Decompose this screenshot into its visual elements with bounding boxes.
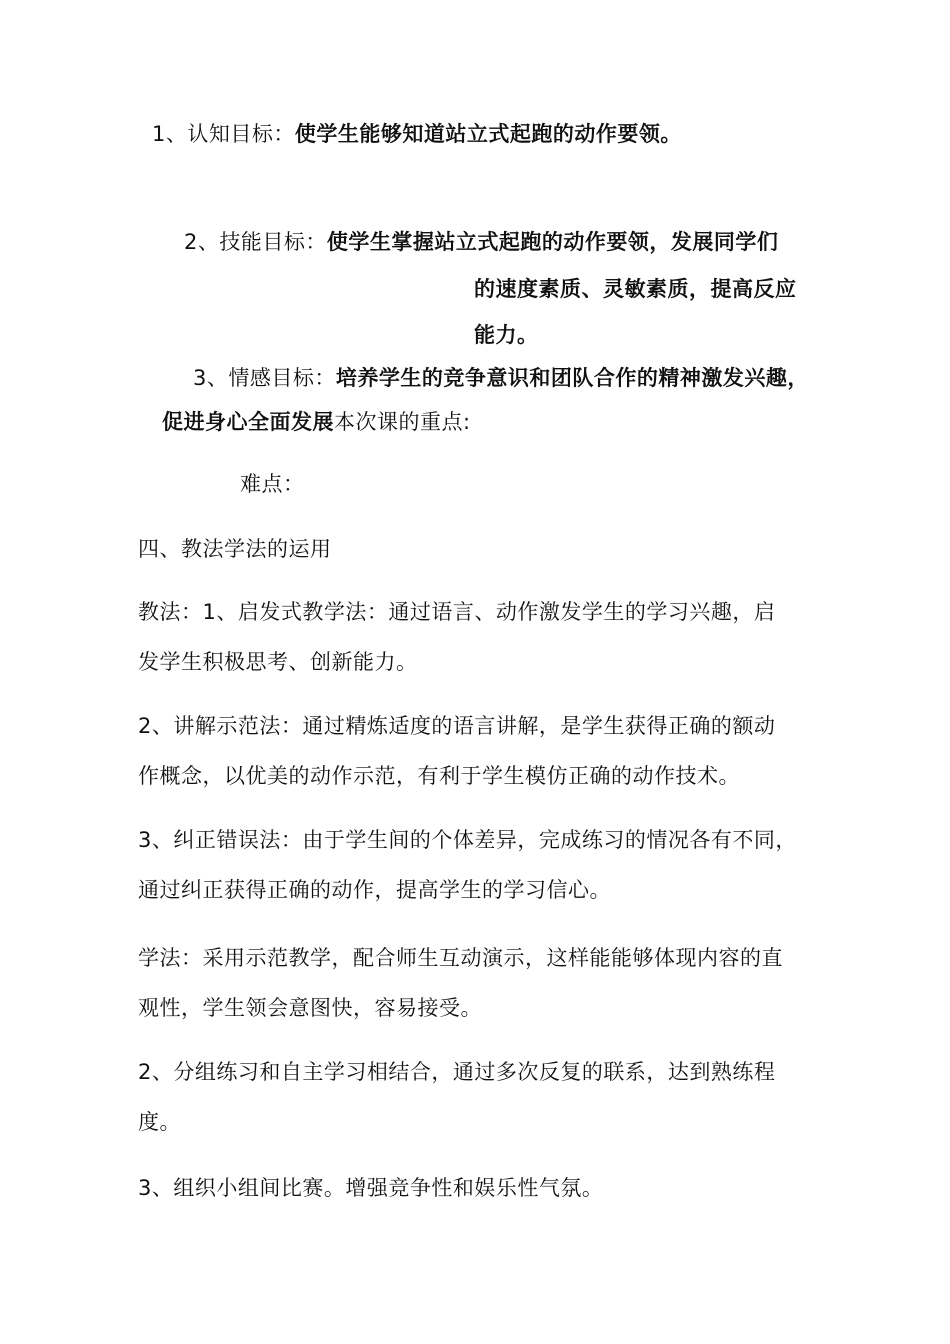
teaching-p2-line1: 2、讲解示范法：通过精炼适度的语言讲解，是学生获得正确的额动 xyxy=(138,714,776,738)
objective-affective-line2 xyxy=(162,408,471,436)
objective-cognitive-text: 使学生能够知道站立式起跑的动作要领。 xyxy=(294,122,682,146)
objective-affective-text-line2-bold: 促进身心全面发展 xyxy=(162,410,334,434)
teaching-p1-line1: 教法：1、启发式教学法：通过语言、动作激发学生的学习兴趣，启 xyxy=(138,600,776,624)
learning-p2-line1: 2、分组练习和自主学习相结合，通过多次反复的联系，达到熟练程 xyxy=(138,1060,776,1084)
teaching-p1-line2: 发学生积极思考、创新能力。 xyxy=(138,650,418,674)
key-points-label: 本次课的重点: xyxy=(334,410,471,434)
objective-affective-text-line1: 培养学生的竞争意识和团队合作的精神激发兴趣， xyxy=(335,366,809,390)
objective-cognitive xyxy=(152,120,682,148)
objective-skill-label: 2、技能目标： xyxy=(184,230,327,254)
difficulty-label: 难点： xyxy=(240,472,305,496)
learning-p2-line2: 度。 xyxy=(138,1110,181,1134)
objective-affective xyxy=(193,364,809,392)
section-heading: 四、教法学法的运用 xyxy=(138,537,332,561)
objective-skill xyxy=(184,228,778,256)
learning-p3-line1: 3、组织小组间比赛。增强竞争性和娱乐性气氛。 xyxy=(138,1176,604,1200)
teaching-p2-line2: 作概念，以优美的动作示范，有利于学生模仿正确的动作技术。 xyxy=(138,764,740,788)
teaching-p3-line2: 通过纠正获得正确的动作，提高学生的学习信心。 xyxy=(138,878,611,902)
objective-skill-text-line3: 能力。 xyxy=(474,323,539,347)
objective-cognitive-label: 1、认知目标： xyxy=(152,122,295,146)
teaching-p3-line1: 3、纠正错误法：由于学生间的个体差异，完成练习的情况各有不同， xyxy=(138,828,797,852)
learning-p1-line2: 观性，学生领会意图快，容易接受。 xyxy=(138,996,482,1020)
objective-skill-text-line2: 的速度素质、灵敏素质，提高反应 xyxy=(474,277,797,301)
objective-skill-text-line1: 使学生掌握站立式起跑的动作要领，发展同学们 xyxy=(326,230,779,254)
learning-p1-line1: 学法：采用示范教学，配合师生互动演示，这样能能够体现内容的直 xyxy=(138,946,783,970)
objective-affective-label: 3、情感目标： xyxy=(193,366,336,390)
